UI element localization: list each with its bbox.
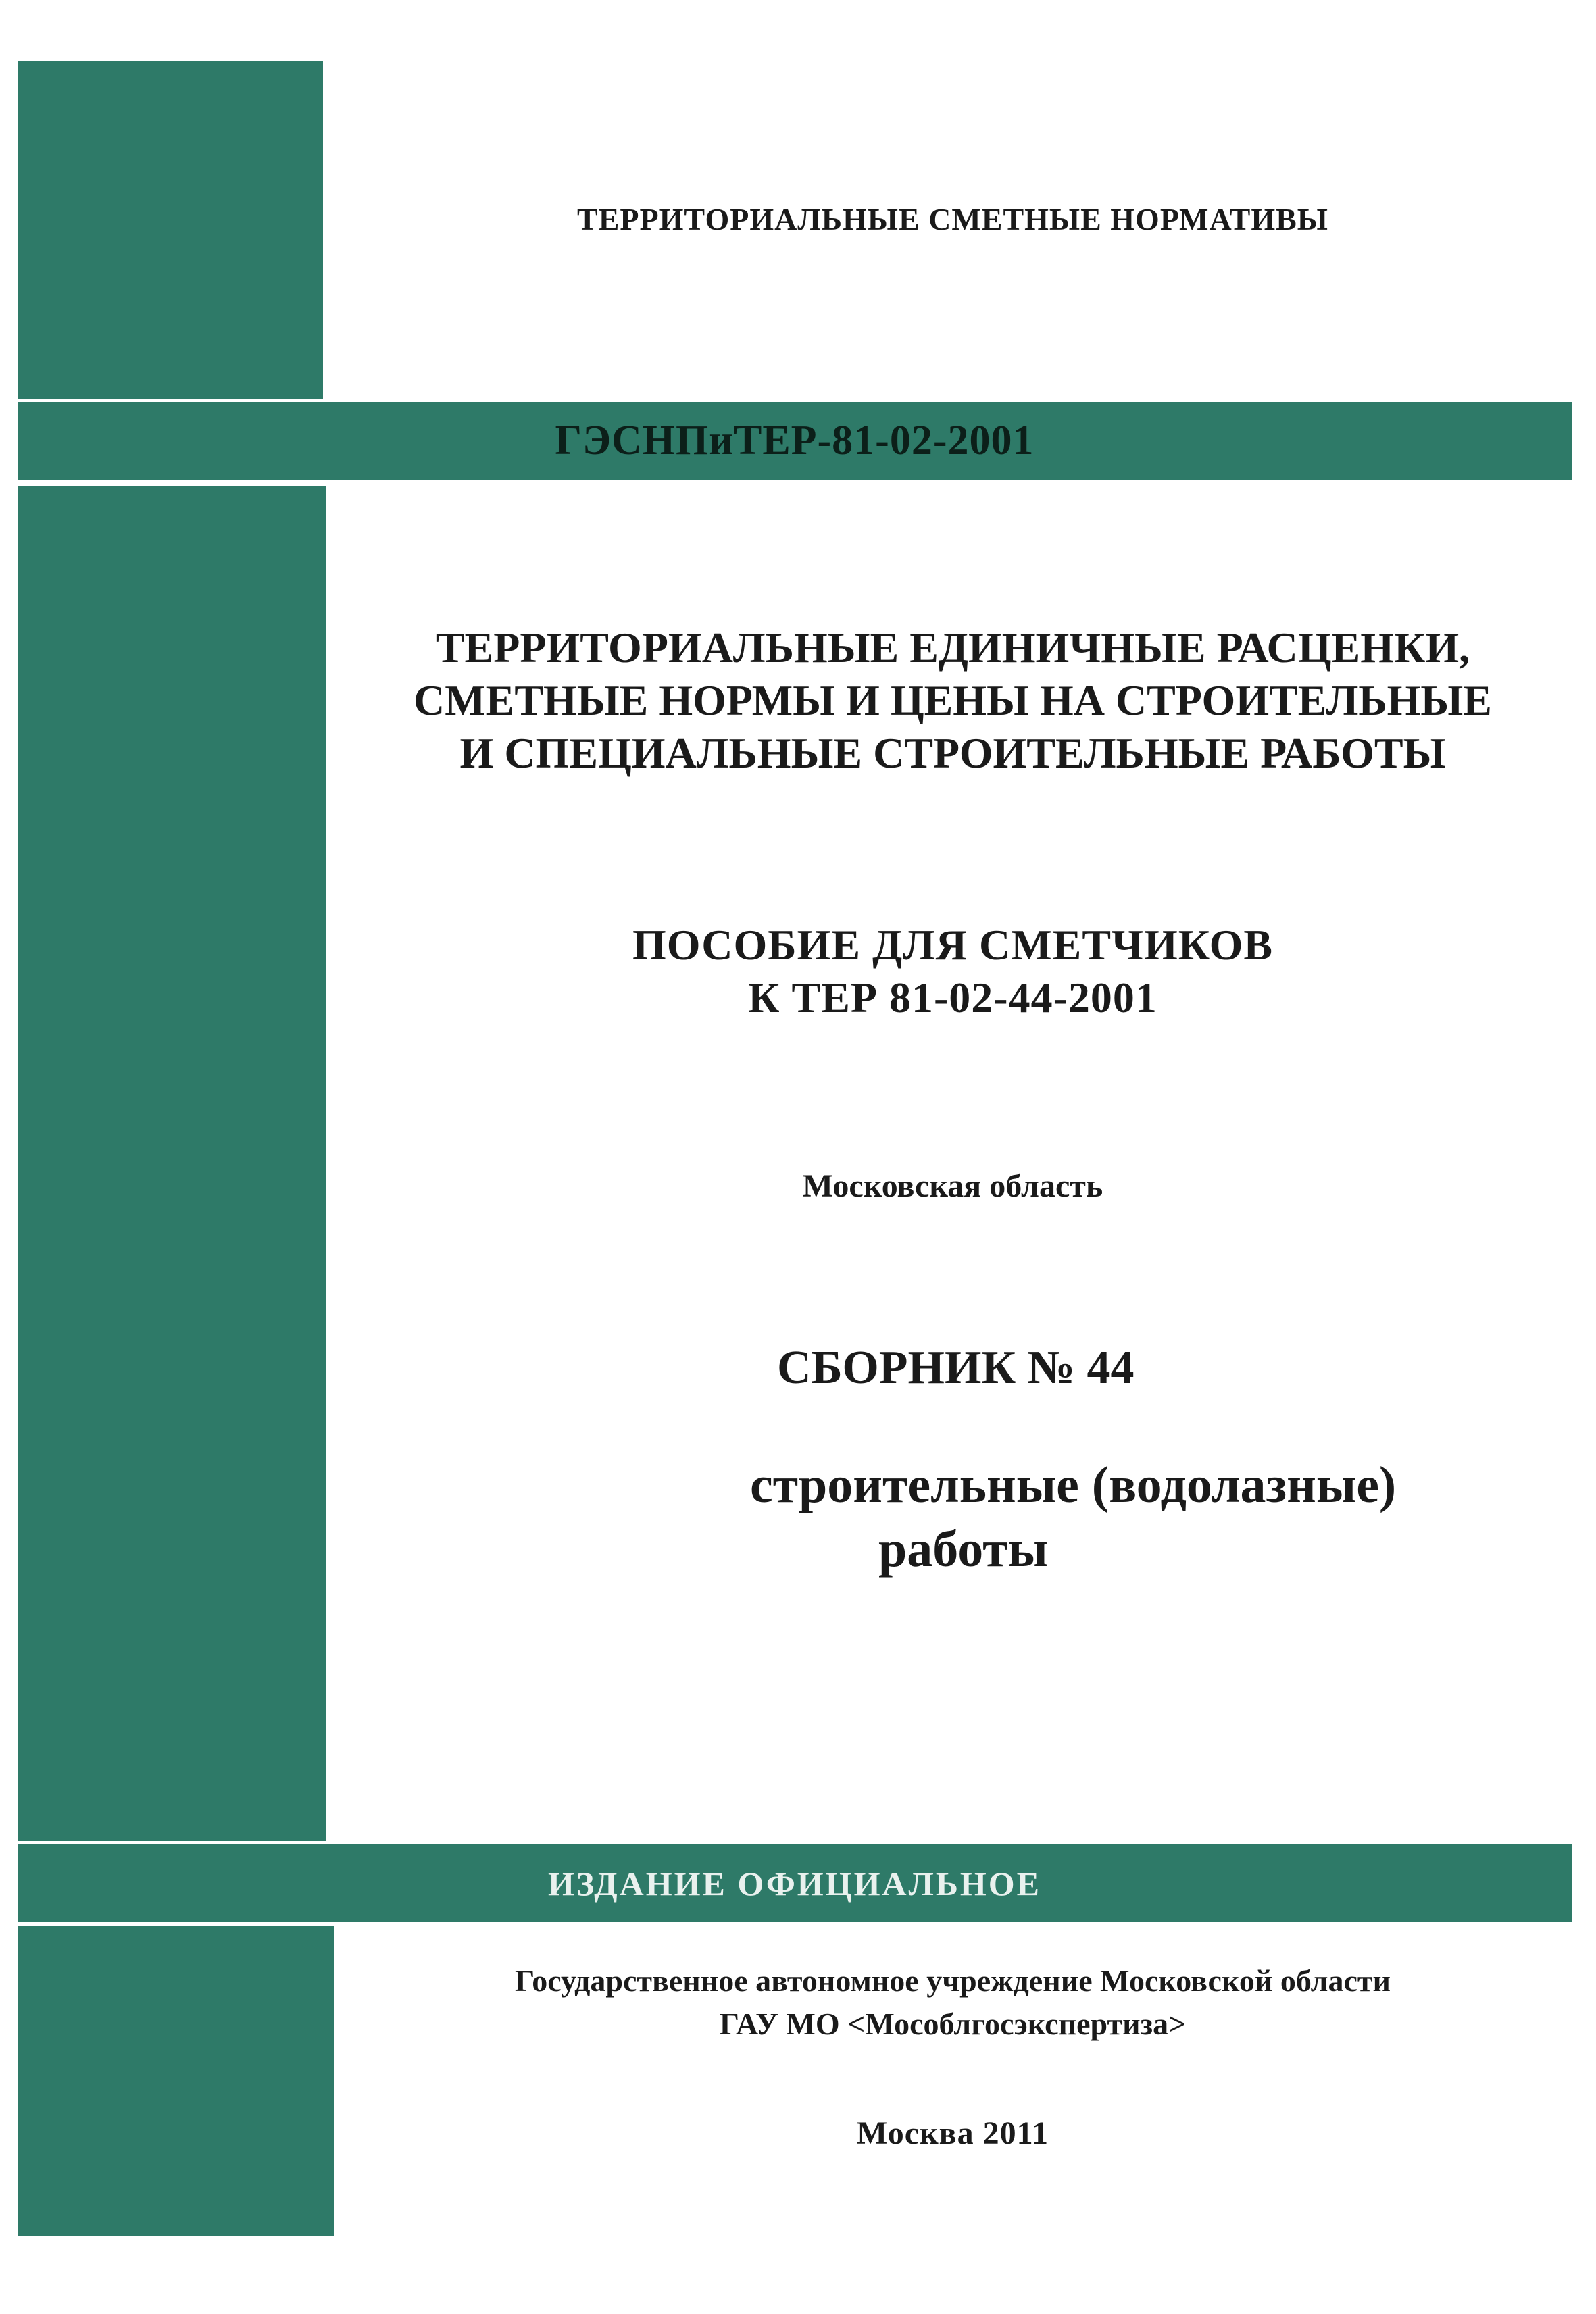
city-year: Москва 2011	[857, 2115, 1049, 2151]
official-edition-band	[18, 1844, 1572, 1922]
publisher-line-1: Государственное автономное учреждение Московской области	[514, 1963, 1391, 1998]
green-left-foot	[18, 1926, 334, 2236]
main-title-line-2: СМЕТНЫЕ НОРМЫ И ЦЕНЫ НА СТРОИТЕЛЬНЫЕ	[414, 676, 1492, 724]
code-band	[18, 402, 1572, 480]
works-line-2: работы	[878, 1521, 1048, 1578]
manual-title	[338, 919, 1568, 1024]
main-title-line-3: И СПЕЦИАЛЬНЫЕ СТРОИТЕЛЬНЫЕ РАБОТЫ	[459, 729, 1446, 777]
main-title	[338, 622, 1568, 780]
collection-number: СБОРНИК № 44	[777, 1342, 1134, 1394]
publisher	[338, 1959, 1568, 2046]
code-band-text: ГЭСНПиТЕР-81-02-2001	[555, 418, 1034, 463]
series-title: ТЕРРИТОРИАЛЬНЫЕ СМЕТНЫЕ НОРМАТИВЫ	[577, 202, 1328, 236]
manual-line-2: К ТЕР 81-02-44-2001	[748, 974, 1157, 1022]
works-line-1: строительные (водолазные)	[750, 1457, 1397, 1513]
official-edition-text: ИЗДАНИЕ ОФИЦИАЛЬНОЕ	[547, 1864, 1042, 1903]
region: Московская область	[802, 1168, 1103, 1204]
main-title-line-1: ТЕРРИТОРИАЛЬНЫЕ ЕДИНИЧНЫЕ РАСЦЕНКИ,	[435, 624, 1470, 672]
publisher-line-2: ГАУ МО <Мособлгосэкспертиза>	[719, 2007, 1187, 2041]
manual-line-1: ПОСОБИЕ ДЛЯ СМЕТЧИКОВ	[632, 921, 1274, 969]
green-corner-block	[18, 61, 323, 399]
green-left-column	[18, 486, 326, 1841]
